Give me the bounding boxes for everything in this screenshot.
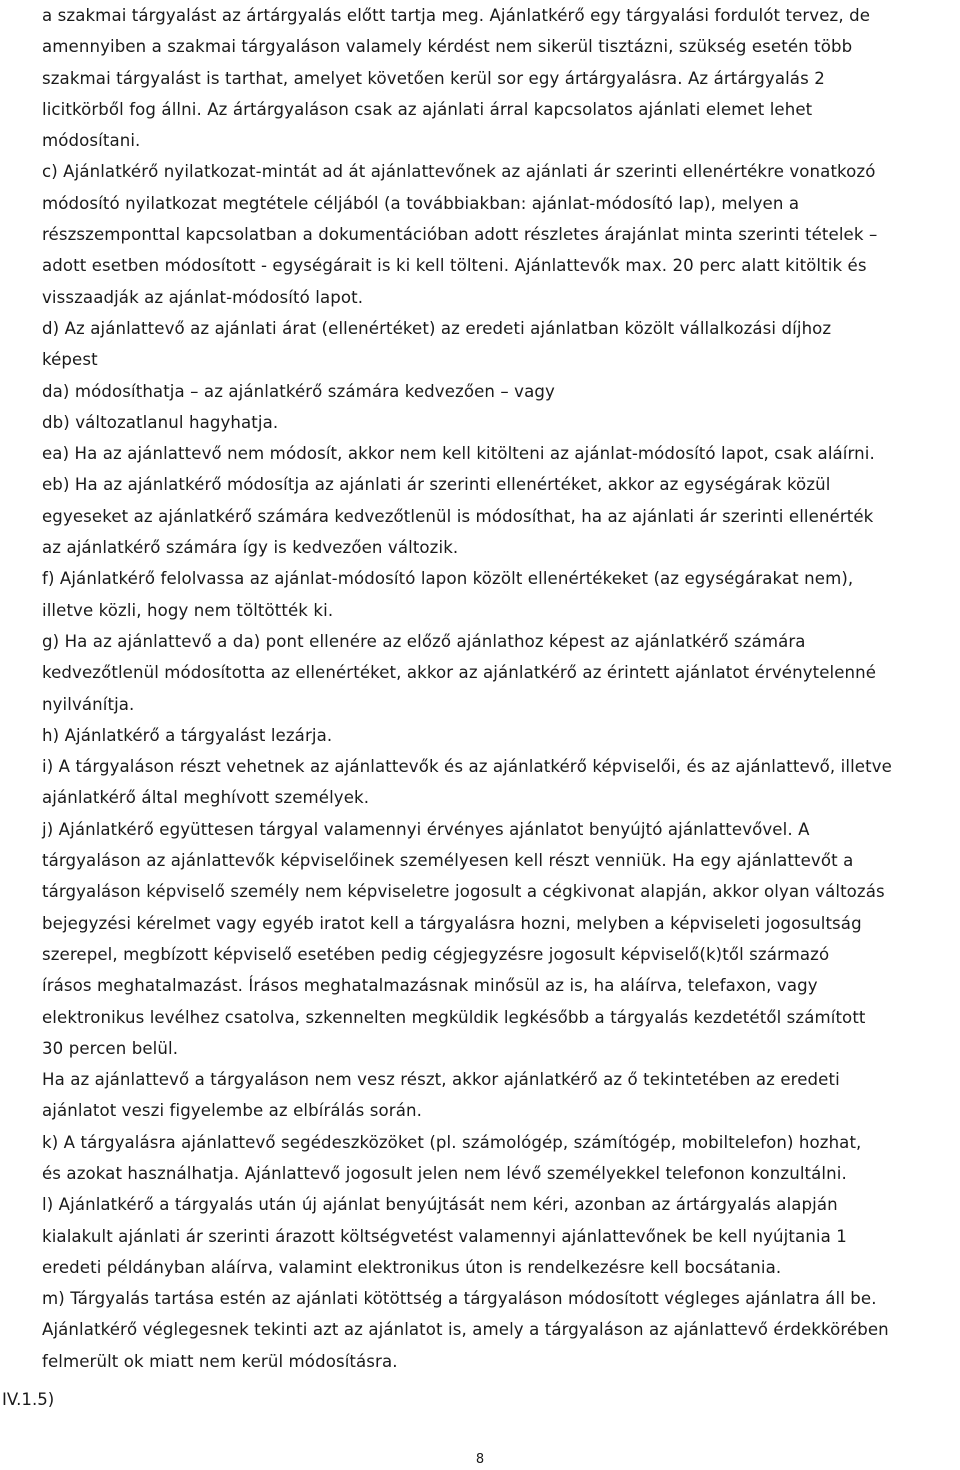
text-line: Ajánlatkérő véglegesnek tekinti azt az ajánlatot is, amely a tárgyaláson az ajánlattevő érdekkörében — [42, 1320, 889, 1340]
text-line: i) A tárgyaláson részt vehetnek az ajánlattevők és az ajánlatkérő képviselői, és az ajánlattevő, illetve — [42, 757, 892, 777]
paragraph-k — [42, 1127, 958, 1190]
text-line: visszaadják az ajánlat-módosító lapot. — [42, 287, 364, 307]
text-line: ajánlatot veszi figyelembe az elbírálás során. — [42, 1101, 422, 1121]
text-line: elektronikus levélhez csatolva, szkennelten megküldik legkésőbb a tárgyalás kezdetétől számított — [42, 1007, 866, 1027]
text-line: tárgyaláson az ajánlattevők képviselőinek személyesen kell részt venniük. Ha egy ajánlattevőt a — [42, 851, 854, 871]
text-line: licitkörből fog állni. Az ártárgyaláson csak az ajánlati árral kapcsolatos ajánlati elemet lehet — [42, 99, 813, 119]
text-line: f) Ajánlatkérő felolvassa az ajánlat-módosító lapon közölt ellenértékeket (az egységárakat nem), — [42, 569, 854, 589]
text-line: a szakmai tárgyalást az ártárgyalás előtt tartja meg. Ajánlatkérő egy tárgyalási fordulót tervez, de — [42, 6, 871, 25]
text-line: Ha az ajánlattevő a tárgyaláson nem vesz részt, akkor ajánlatkérő az ő tekintetében az eredeti — [42, 1070, 840, 1090]
text-line: részszemponttal kapcsolatban a dokumentációban adott részletes árajánlat minta szerinti tételek – — [42, 225, 878, 245]
text-line: nyilvánítja. — [42, 694, 135, 714]
paragraph-da — [42, 376, 958, 407]
text-line: l) Ajánlatkérő a tárgyalás után új ajánlat benyújtását nem kéri, azonban az ártárgyalás alapján — [42, 1195, 838, 1215]
text-line: szerepel, megbízott képviselő esetében pedig cégjegyzésre jogosult képviselő(k)től származó — [42, 944, 830, 964]
text-line: írásos meghatalmazást. Írásos meghatalmazásnak minősül az is, ha aláírva, telefaxon, vagy — [42, 976, 818, 996]
text-line: h) Ajánlatkérő a tárgyalást lezárja. — [42, 725, 333, 745]
text-line: kialakult ajánlati ár szerinti árazott költségvetést valamennyi ajánlattevőnek be kell nyújtania 1 — [42, 1226, 847, 1246]
paragraph-i — [42, 751, 958, 814]
section-number: IV.1.5) — [2, 1390, 55, 1409]
text-line: da) módosíthatja – az ajánlatkérő számára kedvezően – vagy — [42, 381, 555, 401]
paragraph-l — [42, 1189, 958, 1283]
paragraph-h — [42, 720, 958, 751]
text-line: és azokat használhatja. Ajánlattevő jogosult jelen nem lévő személyekkel telefonon konzultálni. — [42, 1163, 847, 1183]
text-line: eb) Ha az ajánlatkérő módosítja az ajánlati ár szerinti ellenértéket, akkor az egységárak közül — [42, 475, 831, 495]
page-number: 8 — [475, 1452, 485, 1467]
paragraph-c — [42, 156, 958, 312]
paragraph-m — [42, 1283, 958, 1377]
text-line: g) Ha az ajánlattevő a da) pont ellenére az előző ajánlathoz képest az ajánlatkérő számára — [42, 631, 806, 651]
text-line: bejegyzési kérelmet vagy egyéb iratot kell a tárgyalásra hozni, melyben a képviseleti jogosultság — [42, 913, 862, 933]
text-line: módosító nyilatkozat megtétele céljából (a továbbiakban: ajánlat-módosító lap), melyen a — [42, 193, 800, 213]
text-line: ajánlatkérő által meghívott személyek. — [42, 788, 370, 808]
text-line: d) Az ajánlattevő az ajánlati árat (ellenértéket) az eredeti ajánlatban közölt vállalkozási díjhoz — [42, 318, 832, 338]
paragraph-g — [42, 626, 958, 720]
document-body — [42, 0, 958, 1377]
text-line: módosítani. — [42, 131, 141, 151]
text-line: tárgyaláson képviselő személy nem képviseletre jogosult a cégkivonat alapján, akkor olyan változás — [42, 882, 885, 902]
text-line: k) A tárgyalásra ajánlattevő segédeszközöket (pl. számológép, számítógép, mobiltelefon) hozhat, — [42, 1132, 862, 1152]
paragraph-j2 — [42, 1064, 958, 1127]
text-line: szakmai tárgyalást is tarthat, amelyet követően kerül sor egy ártárgyalásra. Az ártárgyalás 2 — [42, 68, 825, 88]
text-line: egyeseket az ajánlatkérő számára kedvezőtlenül is módosíthat, ha az ajánlati ár szerinti ellenérték — [42, 506, 874, 526]
text-line: adott esetben módosított - egységárait is ki kell tölteni. Ajánlattevők max. 20 perc alatt kitöltik és — [42, 256, 867, 276]
paragraph-eb — [42, 469, 958, 563]
paragraph-j — [42, 814, 958, 1064]
text-line: felmerült ok miatt nem kerül módosításra. — [42, 1351, 398, 1371]
text-line: 30 percen belül. — [42, 1038, 179, 1058]
text-line: ea) Ha az ajánlattevő nem módosít, akkor nem kell kitölteni az ajánlat-módosító lapot, csak aláírni. — [42, 444, 875, 464]
text-line: c) Ajánlatkérő nyilatkozat-mintát ad át ajánlattevőnek az ajánlati ár szerinti ellenértékre vonatkozó — [42, 162, 876, 182]
text-line: eredeti példányban aláírva, valamint elektronikus úton is rendelkezésre kell bocsátania. — [42, 1257, 782, 1277]
text-line: amennyiben a szakmai tárgyaláson valamely kérdést nem sikerül tisztázni, szükség esetén több — [42, 37, 853, 57]
text-line: kedvezőtlenül módosította az ellenértéket, akkor az ajánlatkérő az érintett ajánlatot érvénytelenné — [42, 663, 877, 683]
text-line: db) változatlanul hagyhatja. — [42, 412, 279, 432]
text-line: illetve közli, hogy nem töltötték ki. — [42, 600, 334, 620]
paragraph-ea — [42, 438, 958, 469]
paragraph-f — [42, 563, 958, 626]
paragraph-db — [42, 407, 958, 438]
text-line: m) Tárgyalás tartása estén az ajánlati kötöttség a tárgyaláson módosított végleges ajánlatra áll be. — [42, 1289, 877, 1309]
paragraph-intro — [42, 0, 958, 156]
text-line: az ajánlatkérő számára így is kedvezően változik. — [42, 538, 459, 558]
text-line: j) Ajánlatkérő együttesen tárgyal valamennyi érvényes ajánlatot benyújtó ajánlattevővel. A — [42, 819, 810, 839]
paragraph-d — [42, 313, 958, 376]
text-line: képest — [42, 350, 98, 370]
